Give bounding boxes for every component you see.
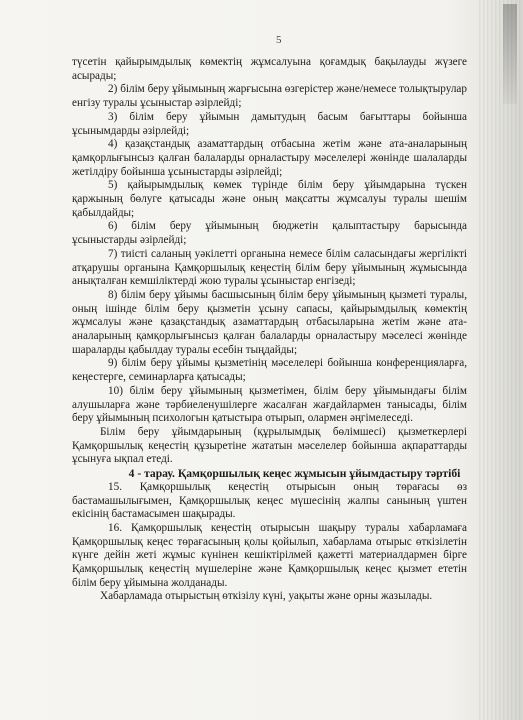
page-number: 5	[276, 34, 282, 46]
paragraph: Білім беру ұйымдарының (құрылымдық бөлімшесі) қызметкерлері Қамқоршылық кеңестің құзыретіне жататын мәселелер бойынша ақпараттарды ұсынуға ықпал етеді.	[72, 425, 467, 466]
section-heading: 4 - тарау. Қамқоршылық кеңес жұмысын ұйымдастыру тәртібі	[128, 467, 461, 481]
paragraph: 6) білім беру ұйымының бюджетін қалыптастыру барысында ұсыныстарды әзірлейді;	[72, 220, 467, 247]
document-body	[72, 56, 467, 604]
paragraph: 9) білім беру ұйымы қызметінің мәселелері бойынша конференцияларға, кеңестерге, семинарларға қатысады;	[72, 357, 467, 384]
paragraph: 7) тиісті саланың уәкілетті органына немесе білім саласындағы жергілікті атқарушы органына Қамқоршылық кеңестің білім беру ұйымының жұмысында анықталған кемшіліктерді жою туралы ұсыныстар енгізеді;	[72, 247, 467, 288]
paragraph: 15. Қамқоршылық кеңестің отырысын оның төрағасы өз бастамашылығымен, Қамқоршылық кеңес мүшесінің жалпы санының үштен екісінің бастамасымен шақырады.	[72, 480, 467, 521]
scan-edge-mark	[503, 4, 517, 104]
page-edge-shadow	[479, 0, 523, 720]
paragraph: 5) қайырымдылық көмек түрінде білім беру ұйымдарына түскен қаржының бөлуге қатысады және оның мақсатты жұмсалуы туралы шешім қабылдайды;	[72, 179, 467, 219]
paragraph: 8) білім беру ұйымы басшысының білім беру ұйымының қызметі туралы, оның ішінде білім беру қызметін ұсыну сапасы, қайырымдылық көмектің жұмсалуы және қазақстандық азаматтардың отбасыларына жетім және ата-аналарының қамқорлығынсыз қалған балаларды орналастыру мәселесі жөнінде шараларды қабылдау туралы есебін тыңдайды;	[72, 288, 467, 356]
paragraph: 3) білім беру ұйымын дамытудың басым бағыттары бойынша ұсынымдарды әзірлейді;	[72, 110, 467, 137]
paragraph: 10) білім беру ұйымының қызметімен, білім беру ұйымындағы білім алушыларға және тәрбиеленушілерге жасалған жағдайлармен танысады, білім беру ұйымының психологын қатыстыра отырып, олармен әңгімелеседі.	[72, 384, 467, 425]
paragraph: Хабарламада отырыстың өткізілу күні, уақыты және орны жазылады.	[100, 590, 433, 603]
paragraph: түсетін қайырымдылық көмектің жұмсалуына қоғамдық бақылауды жүзеге асырады;	[72, 56, 467, 82]
paragraph: 2) білім беру ұйымының жарғысына өзгерістер және/немесе толықтырулар енгізу туралы ұсыныстар әзірлейді;	[72, 83, 467, 110]
paragraph: 4) қазақстандық азаматтардың отбасына жетім және ата-аналарының қамқорлығынсыз қалған балаларды орналастыру мәселелері жөнінде шалаларды жетілдіру бойынша ұсыныстарды әзірлейді;	[72, 138, 467, 178]
paragraph: 16. Қамқоршылық кеңестің отырысын шақыру туралы хабарламаға Қамқоршылық кеңес төрағасының қолы қойылып, хабарлама отырыс өткізілетін күнге дейін жеті жұмыс күнінен кешіктірілмей қажетті материалдармен бірге Қамқоршылық кеңестің мүшелеріне және Қамқоршылық кеңес қызмет ететін білім беру ұйымына жолданады.	[72, 521, 467, 589]
